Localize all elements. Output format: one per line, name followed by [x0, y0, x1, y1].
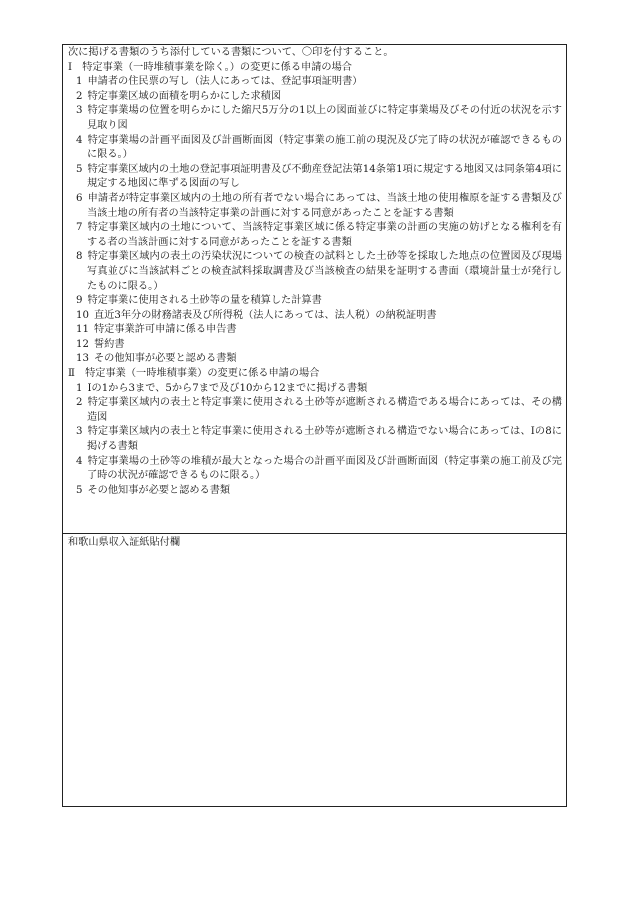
item-number: 10: [76, 309, 89, 321]
item-number: 4: [76, 134, 83, 146]
checklist-item[interactable]: [68, 104, 562, 133]
item-number: 3: [76, 426, 83, 438]
item-text: 特定事業区域内の土地の登記事項証明書及び不動産登記法第14条第1項に規定する地図又は同条第4項に規定する地図に準ずる図面の写し: [87, 163, 562, 190]
item-number: 2: [76, 90, 83, 102]
intro-text: 次に掲げる書類のうち添付している書類について、〇印を付すること。: [68, 47, 394, 58]
item-number: 8: [76, 251, 83, 263]
item-number: 1: [76, 382, 83, 394]
checklist-item[interactable]: [68, 294, 562, 309]
item-number: 2: [76, 397, 83, 409]
checklist-item[interactable]: [68, 134, 562, 163]
item-text: 特定事業許可申請に係る申告書: [93, 324, 237, 336]
item-text: 特定事業場の位置を明らかにした縮尺5万分の1以上の図面並びに特定事業場及びその付近の状況を示す見取り図: [87, 105, 562, 131]
checklist-item[interactable]: [68, 484, 562, 499]
checklist-item[interactable]: [68, 192, 562, 221]
item-text: Ⅰの1から3まで、5から7まで及び10から12までに掲げる書類: [87, 382, 368, 394]
stamp-area-label: 和歌山県収入証紙貼付欄: [68, 537, 181, 548]
item-number: 11: [76, 324, 89, 336]
item-number: 13: [76, 353, 89, 365]
item-text: 特定事業場の計画平面図及び計画断面図（特定事業の施工前の現況及び完了時の状況が確認できるものに限る。）: [87, 134, 562, 161]
checklist-item[interactable]: [68, 221, 562, 250]
attachment-checklist-section: [63, 45, 566, 534]
item-text: 特定事業に使用される土砂等の量を積算した計算書: [87, 295, 322, 307]
item-number: 5: [76, 484, 83, 496]
form-box: [62, 44, 567, 807]
item-text: 特定事業区域内の表土と特定事業に使用される土砂等が遮断される構造である場合にあっては、その構造図: [87, 397, 562, 423]
section-heading: Ⅰ 特定事業（一時堆積事業を除く。）の変更に係る申請の場合: [68, 61, 352, 73]
checklist-item[interactable]: [68, 382, 562, 397]
item-number: 4: [76, 455, 83, 467]
item-number: 6: [76, 192, 83, 204]
item-number: 9: [76, 295, 83, 307]
section-heading: Ⅱ 特定事業（一時堆積事業）の変更に係る申請の場合: [68, 368, 320, 380]
revenue-stamp-area[interactable]: [63, 534, 566, 553]
checklist-item[interactable]: [68, 309, 562, 324]
checklist-item[interactable]: [68, 323, 562, 338]
item-number: 5: [76, 163, 83, 175]
item-text: 申請者が特定事業区域内の土地の所有者でない場合にあっては、当該土地の使用権原を証する書類及び当該土地の所有者の当該特定事業の計画に対する同意があったことを証する書類: [87, 192, 562, 219]
checklist-item[interactable]: [68, 90, 562, 105]
checklist-item[interactable]: [68, 425, 562, 454]
item-text: 特定事業場の土砂等の堆積が最大となった場合の計画平面図及び計画断面図（特定事業の施工前及び完了時の状況が確認できるものに限る。）: [87, 455, 562, 482]
item-text: 誓約書: [93, 338, 125, 350]
item-text: 特定事業区域内の表土の汚染状況についての検査の試料とした土砂等を採取した地点の位置図及び現場写真並びに当該試料ごとの検査試料採取調書及び当該検査の結果を証明する書面（環境計量士が発行したものに限る。）: [87, 251, 562, 292]
item-text: 特定事業区域内の表土と特定事業に使用される土砂等が遮断される構造でない場合にあっては、Ⅰの8に掲げる書類: [87, 426, 562, 453]
checklist-item[interactable]: [68, 75, 562, 90]
checklist-item[interactable]: [68, 352, 562, 367]
sections-container: [68, 61, 562, 499]
item-text: 直近3年分の財務諸表及び所得税（法人にあっては、法人税）の納税証明書: [93, 309, 437, 321]
item-number: 3: [76, 105, 83, 117]
item-number: 7: [76, 222, 83, 234]
item-text: 特定事業区域内の土地について、当該特定事業区域に係る特定事業の計画の実施の妨げとなる権利を有する者の当該計画に対する同意があったことを証する書類: [87, 222, 562, 248]
item-text: その他知事が必要と認める書類: [87, 484, 231, 496]
checklist-item[interactable]: [68, 250, 562, 294]
item-text: その他知事が必要と認める書類: [93, 353, 237, 365]
checklist-item[interactable]: [68, 163, 562, 192]
item-number: 12: [76, 338, 89, 350]
checklist-item[interactable]: [68, 396, 562, 425]
checklist-item[interactable]: [68, 338, 562, 353]
checklist-item[interactable]: [68, 455, 562, 484]
item-text: 特定事業区域の面積を明らかにした求積図: [87, 90, 282, 102]
item-number: 1: [76, 76, 83, 88]
item-text: 申請者の住民票の写し（法人にあっては、登記事項証明書）: [87, 76, 363, 88]
